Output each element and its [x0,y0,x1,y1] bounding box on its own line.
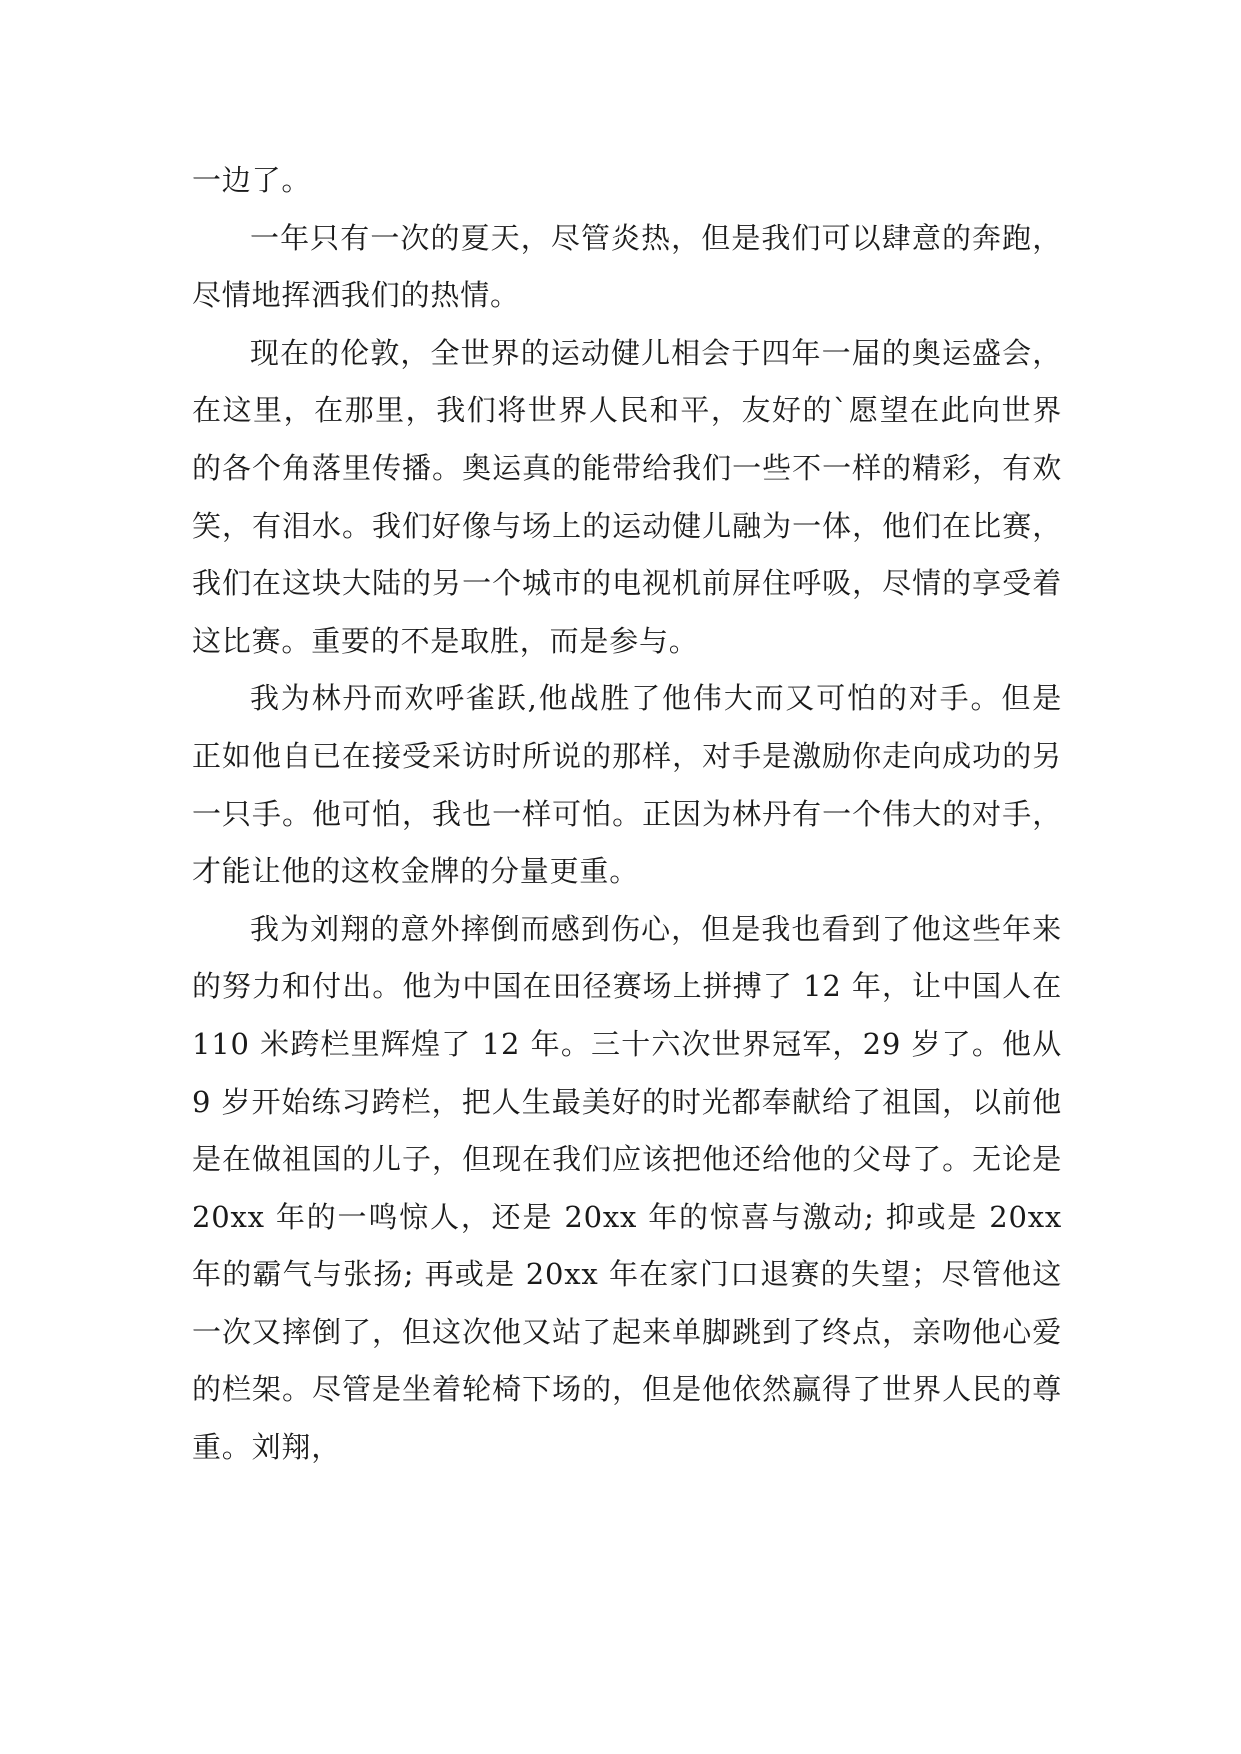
paragraph-liu-xiang: 我为刘翔的意外摔倒而感到伤心，但是我也看到了他这些年来的努力和付出。他为中国在田径赛场上拼搏了 12 年，让中国人在 110 米跨栏里辉煌了 12 年。三十六次世界冠军，29 岁了。他从 9 岁开始练习跨栏，把人生最美好的时光都奉献给了祖国，以前他是在做祖国的儿子，但现在我们应该把他还给他的父母了。无论是 20xx 年的一鸣惊人，还是 20xx 年的惊喜与激动; 抑或是 20xx 年的霸气与张扬; 再或是 20xx 年在家门口退赛的失望；尽管他这一次又摔倒了，但这次他又站了起来单脚跳到了终点，亲吻他心爱的栏架。尽管是坐着轮椅下场的，但是他依然赢得了世界人民的尊重。刘翔， [192,911,1062,1465]
paragraph-summer: 一年只有一次的夏天，尽管炎热，但是我们可以肆意的奔跑，尽情地挥洒我们的热情。 [192,220,1062,313]
paragraph-continuation: 一边了。 [192,163,312,197]
paragraph-lin-dan: 我为林丹而欢呼雀跃,他战胜了他伟大而又可怕的对手。但是正如他自已在接受采访时所说的那样，对手是激励你走向成功的另一只手。他可怕，我也一样可怕。正因为林丹有一个伟大的对手，才能让他的这枚金牌的分量更重。 [192,681,1062,889]
document-body [192,152,1062,1477]
paragraph-london-olympics: 现在的伦敦，全世界的运动健儿相会于四年一届的奥运盛会，在这里，在那里，我们将世界人民和平，友好的`愿望在此向世界的各个角落里传播。奥运真的能带给我们一些不一样的精彩，有欢笑，有泪水。我们好像与场上的运动健儿融为一体，他们在比赛，我们在这块大陆的另一个城市的电视机前屏住呼吸，尽情的享受着这比赛。重要的不是取胜，而是参与。 [192,335,1062,658]
